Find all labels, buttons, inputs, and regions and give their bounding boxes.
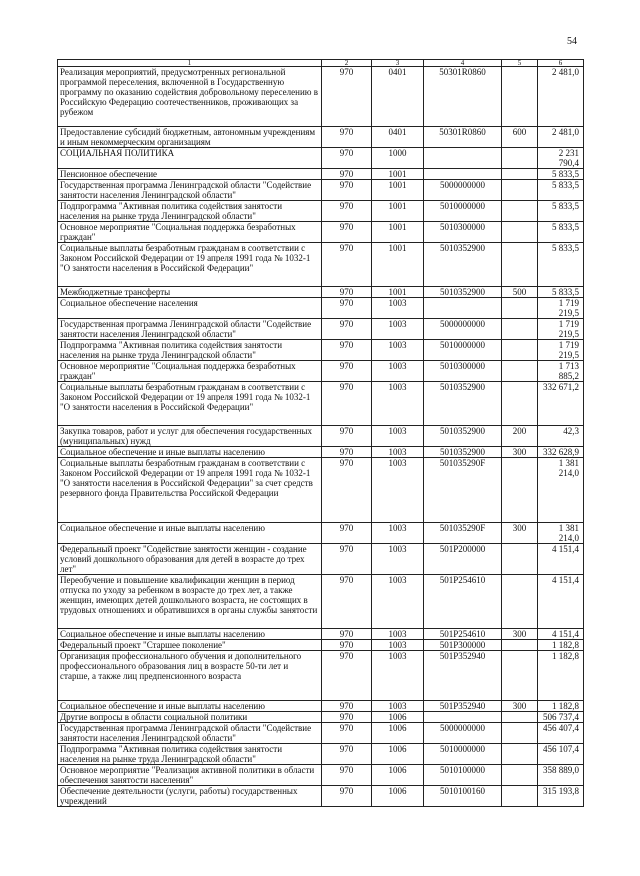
- amount: 5 833,5: [538, 201, 584, 222]
- row-name: Реализация мероприятий, предусмотренных региональной программой переселения, включенной в Государственную программу по оказанию содействия добровольному переселению в Российскую Федерацию соотечественников, проживающих за рубежом: [58, 67, 322, 127]
- target-article: [424, 298, 502, 319]
- table-row: [58, 361, 584, 382]
- ved-code: 970: [322, 765, 372, 786]
- amount: 5 833,5: [538, 169, 584, 180]
- expense-type: 200: [502, 426, 538, 447]
- ved-code: 970: [322, 651, 372, 701]
- expense-type: [502, 222, 538, 243]
- ved-code: 970: [322, 127, 372, 148]
- target-article: [424, 169, 502, 180]
- expense-type: 300: [502, 447, 538, 458]
- amount: 5 833,5: [538, 222, 584, 243]
- section-code: 0401: [372, 67, 424, 127]
- table-row: [58, 723, 584, 744]
- row-name: Федеральный проект "Содействие занятости женщин - создание условий дошкольного образования для детей в возрасте до трех лет": [58, 544, 322, 575]
- section-code: 1001: [372, 287, 424, 298]
- expense-type: [502, 651, 538, 701]
- expense-type: [502, 243, 538, 287]
- expense-type: 300: [502, 523, 538, 544]
- amount: 1 719 219,5: [538, 298, 584, 319]
- target-article: 5010000000: [424, 201, 502, 222]
- row-name: Социальные выплаты безработным гражданам в соответствии с Законом Российской Федерации от 19 апреля 1991 года № 1032-1 "О занятости населения в Российской Федерации" за счет средств резервного фонда Правительства Российской Федерации: [58, 458, 322, 523]
- amount: 1 719 219,5: [538, 319, 584, 340]
- table-row: [58, 243, 584, 287]
- section-code: 1003: [372, 361, 424, 382]
- ved-code: 970: [322, 712, 372, 723]
- target-article: 50301R0860: [424, 127, 502, 148]
- target-article: 5010000000: [424, 340, 502, 361]
- table-row: [58, 169, 584, 180]
- ved-code: 970: [322, 447, 372, 458]
- target-article: 5010352900: [424, 426, 502, 447]
- target-article: 5000000000: [424, 319, 502, 340]
- row-name: Социальное обеспечение и иные выплаты населению: [58, 523, 322, 544]
- row-name: Социальное обеспечение и иные выплаты населению: [58, 701, 322, 712]
- table-row: [58, 127, 584, 148]
- expense-type: [502, 723, 538, 744]
- ved-code: 970: [322, 180, 372, 201]
- amount: 2 481,0: [538, 67, 584, 127]
- table-row: [58, 447, 584, 458]
- table-row: [58, 765, 584, 786]
- row-name: Социальное обеспечение населения: [58, 298, 322, 319]
- expense-type: 500: [502, 287, 538, 298]
- section-code: 1006: [372, 712, 424, 723]
- section-code: 1003: [372, 340, 424, 361]
- column-number-row: [58, 60, 584, 67]
- ved-code: 970: [322, 222, 372, 243]
- section-code: 1001: [372, 180, 424, 201]
- table-row: [58, 458, 584, 523]
- amount: 2 481,0: [538, 127, 584, 148]
- table-row: [58, 340, 584, 361]
- ved-code: 970: [322, 523, 372, 544]
- amount: 1 713 885,2: [538, 361, 584, 382]
- table-row: [58, 67, 584, 127]
- column-number: 3: [372, 60, 424, 67]
- target-article: 5010352900: [424, 382, 502, 426]
- amount: 42,3: [538, 426, 584, 447]
- section-code: 1003: [372, 458, 424, 523]
- ved-code: 970: [322, 287, 372, 298]
- ved-code: 970: [322, 298, 372, 319]
- page-number: 54: [567, 36, 577, 47]
- table-row: [58, 544, 584, 575]
- column-number: 5: [502, 60, 538, 67]
- ved-code: 970: [322, 723, 372, 744]
- expense-type: [502, 361, 538, 382]
- table-row: [58, 712, 584, 723]
- ved-code: 970: [322, 575, 372, 629]
- expense-type: [502, 744, 538, 765]
- amount: 4 151,4: [538, 629, 584, 640]
- target-article: 501P200000: [424, 544, 502, 575]
- target-article: 5010300000: [424, 361, 502, 382]
- table-row: [58, 701, 584, 712]
- row-name: Организация профессионального обучения и дополнительного профессионального образования лиц в возрасте 50-ти лет и старше, а также лиц предпенсионного возраста: [58, 651, 322, 701]
- row-name: Основное мероприятие "Социальная поддержка безработных граждан": [58, 222, 322, 243]
- table-row: [58, 319, 584, 340]
- table-row: [58, 287, 584, 298]
- section-code: 1003: [372, 575, 424, 629]
- amount: 332 628,9: [538, 447, 584, 458]
- ved-code: 970: [322, 744, 372, 765]
- expense-type: [502, 180, 538, 201]
- row-name: СОЦИАЛЬНАЯ ПОЛИТИКА: [58, 148, 322, 169]
- section-code: 1001: [372, 222, 424, 243]
- ved-code: 970: [322, 640, 372, 651]
- column-number: 4: [424, 60, 502, 67]
- expense-type: [502, 298, 538, 319]
- expense-type: [502, 765, 538, 786]
- amount: 1 719 219,5: [538, 340, 584, 361]
- target-article: 501P254610: [424, 629, 502, 640]
- amount: 1 182,8: [538, 651, 584, 701]
- row-name: Обеспечение деятельности (услуги, работы) государственных учреждений: [58, 786, 322, 807]
- amount: 2 231 790,4: [538, 148, 584, 169]
- column-number: 2: [322, 60, 372, 67]
- ved-code: 970: [322, 201, 372, 222]
- amount: 5 833,5: [538, 287, 584, 298]
- target-article: 501035290F: [424, 458, 502, 523]
- ved-code: 970: [322, 319, 372, 340]
- section-code: 1003: [372, 701, 424, 712]
- ved-code: 970: [322, 67, 372, 127]
- section-code: 1006: [372, 786, 424, 807]
- table-row: [58, 575, 584, 629]
- target-article: 5010100160: [424, 786, 502, 807]
- row-name: Федеральный проект "Старшее поколение": [58, 640, 322, 651]
- expense-type: [502, 458, 538, 523]
- expense-type: 600: [502, 127, 538, 148]
- section-code: 1003: [372, 382, 424, 426]
- section-code: 1001: [372, 243, 424, 287]
- ved-code: 970: [322, 544, 372, 575]
- row-name: Подпрограмма "Активная политика содействия занятости населения на рынке труда Ленинградской области": [58, 201, 322, 222]
- ved-code: 970: [322, 426, 372, 447]
- column-number: 6: [538, 60, 584, 67]
- amount: 456 107,4: [538, 744, 584, 765]
- section-code: 1003: [372, 447, 424, 458]
- section-code: 1003: [372, 651, 424, 701]
- table-row: [58, 426, 584, 447]
- section-code: 1000: [372, 148, 424, 169]
- row-name: Государственная программа Ленинградской области "Содействие занятости населения Ленинградской области": [58, 180, 322, 201]
- amount: 332 671,2: [538, 382, 584, 426]
- expense-type: [502, 712, 538, 723]
- expense-type: [502, 544, 538, 575]
- table-row: [58, 640, 584, 651]
- section-code: 0401: [372, 127, 424, 148]
- section-code: 1001: [372, 169, 424, 180]
- amount: 1 381 214,0: [538, 458, 584, 523]
- section-code: 1003: [372, 319, 424, 340]
- section-code: 1001: [372, 201, 424, 222]
- table-row: [58, 744, 584, 765]
- expense-type: [502, 340, 538, 361]
- row-name: Переобучение и повышение квалификации женщин в период отпуска по уходу за ребенком в возрасте до трех лет, а также женщин, имеющих детей дошкольного возраста, не состоящих в трудовых отношениях и обратившихся в органы службы занятости: [58, 575, 322, 629]
- expense-type: [502, 169, 538, 180]
- target-article: 5010352900: [424, 447, 502, 458]
- target-article: [424, 712, 502, 723]
- row-name: Подпрограмма "Активная политика содействия занятости населения на рынке труда Ленинградской области": [58, 340, 322, 361]
- table-row: [58, 180, 584, 201]
- target-article: 5000000000: [424, 723, 502, 744]
- row-name: Основное мероприятие "Реализация активной политики в области обеспечения занятости населения": [58, 765, 322, 786]
- expense-type: [502, 148, 538, 169]
- expense-type: [502, 575, 538, 629]
- table-row: [58, 298, 584, 319]
- amount: 5 833,5: [538, 243, 584, 287]
- expense-type: 300: [502, 701, 538, 712]
- row-name: Социальное обеспечение и иные выплаты населению: [58, 629, 322, 640]
- section-code: 1003: [372, 298, 424, 319]
- expense-type: [502, 382, 538, 426]
- expense-type: [502, 786, 538, 807]
- section-code: 1003: [372, 523, 424, 544]
- amount: 5 833,5: [538, 180, 584, 201]
- target-article: 5000000000: [424, 180, 502, 201]
- budget-table: [57, 59, 584, 807]
- amount: 4 151,4: [538, 544, 584, 575]
- expense-type: [502, 201, 538, 222]
- row-name: Предоставление субсидий бюджетным, автономным учреждениям и иным некоммерческим организациям: [58, 127, 322, 148]
- amount: 315 193,8: [538, 786, 584, 807]
- section-code: 1003: [372, 629, 424, 640]
- row-name: Межбюджетные трансферты: [58, 287, 322, 298]
- expense-type: [502, 67, 538, 127]
- table-row: [58, 786, 584, 807]
- row-name: Подпрограмма "Активная политика содействия занятости населения на рынке труда Ленинградской области": [58, 744, 322, 765]
- section-code: 1003: [372, 640, 424, 651]
- ved-code: 970: [322, 361, 372, 382]
- target-article: 501P254610: [424, 575, 502, 629]
- target-article: 5010000000: [424, 744, 502, 765]
- ved-code: 970: [322, 243, 372, 287]
- target-article: 5010100000: [424, 765, 502, 786]
- section-code: 1006: [372, 744, 424, 765]
- amount: 506 737,4: [538, 712, 584, 723]
- amount: 4 151,4: [538, 575, 584, 629]
- ved-code: 970: [322, 786, 372, 807]
- section-code: 1006: [372, 723, 424, 744]
- row-name: Социальное обеспечение и иные выплаты населению: [58, 447, 322, 458]
- table-row: [58, 651, 584, 701]
- row-name: Другие вопросы в области социальной политики: [58, 712, 322, 723]
- column-number: 1: [58, 60, 322, 67]
- ved-code: 970: [322, 458, 372, 523]
- row-name: Социальные выплаты безработным гражданам в соответствии с Законом Российской Федерации от 19 апреля 1991 года № 1032-1 "О занятости населения в Российской Федерации": [58, 382, 322, 426]
- table-row: [58, 222, 584, 243]
- target-article: 501P352940: [424, 701, 502, 712]
- section-code: 1003: [372, 426, 424, 447]
- section-code: 1006: [372, 765, 424, 786]
- table-row: [58, 629, 584, 640]
- target-article: 5010300000: [424, 222, 502, 243]
- amount: 1 182,8: [538, 640, 584, 651]
- row-name: Закупка товаров, работ и услуг для обеспечения государственных (муниципальных) нужд: [58, 426, 322, 447]
- table-row: [58, 523, 584, 544]
- section-code: 1003: [372, 544, 424, 575]
- expense-type: 300: [502, 629, 538, 640]
- target-article: 501P352940: [424, 651, 502, 701]
- target-article: 501P300000: [424, 640, 502, 651]
- ved-code: 970: [322, 382, 372, 426]
- amount: 456 407,4: [538, 723, 584, 744]
- expense-type: [502, 319, 538, 340]
- ved-code: 970: [322, 169, 372, 180]
- amount: 358 889,0: [538, 765, 584, 786]
- ved-code: 970: [322, 701, 372, 712]
- row-name: Пенсионное обеспечение: [58, 169, 322, 180]
- row-name: Социальные выплаты безработным гражданам в соответствии с Законом Российской Федерации от 19 апреля 1991 года № 1032-1 "О занятости населения в Российской Федерации": [58, 243, 322, 287]
- row-name: Государственная программа Ленинградской области "Содействие занятости населения Ленинградской области": [58, 723, 322, 744]
- ved-code: 970: [322, 148, 372, 169]
- row-name: Основное мероприятие "Социальная поддержка безработных граждан": [58, 361, 322, 382]
- amount: 1 182,8: [538, 701, 584, 712]
- table-row: [58, 201, 584, 222]
- target-article: 5010352900: [424, 243, 502, 287]
- ved-code: 970: [322, 340, 372, 361]
- ved-code: 970: [322, 629, 372, 640]
- target-article: 50301R0860: [424, 67, 502, 127]
- target-article: [424, 148, 502, 169]
- table-row: [58, 382, 584, 426]
- target-article: 501035290F: [424, 523, 502, 544]
- row-name: Государственная программа Ленинградской области "Содействие занятости населения Ленинградской области": [58, 319, 322, 340]
- amount: 1 381 214,0: [538, 523, 584, 544]
- target-article: 5010352900: [424, 287, 502, 298]
- table-row: [58, 148, 584, 169]
- expense-type: [502, 640, 538, 651]
